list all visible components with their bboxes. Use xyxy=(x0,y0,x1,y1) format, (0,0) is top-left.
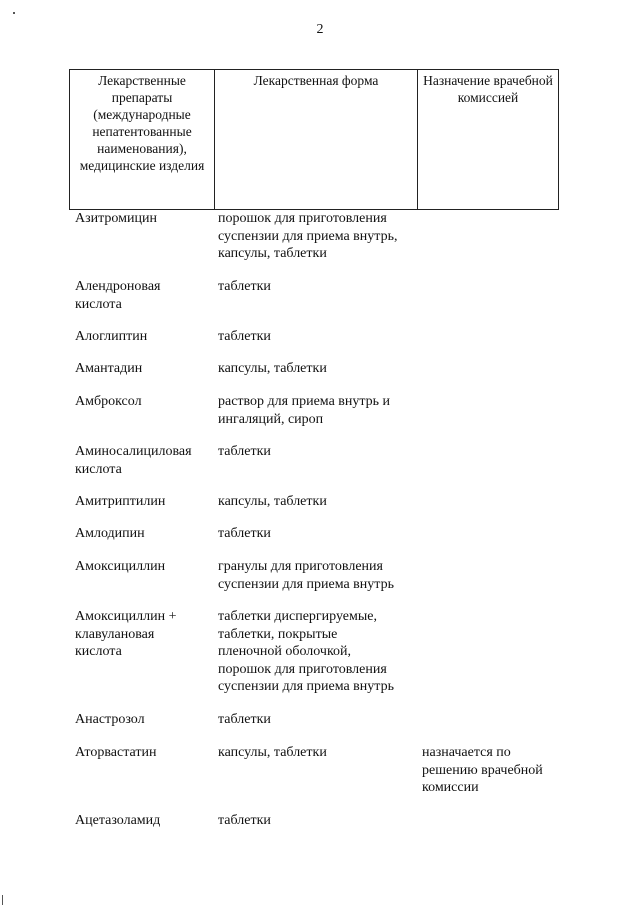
drug-name: Анастрозол xyxy=(75,712,145,727)
drug-name: Алендроновая кислота xyxy=(75,279,161,312)
dosage-form: таблетки диспергируемые, таблетки, покрытые пленочной оболочкой, порошок для приготовления суспензии для приема внутрь xyxy=(218,609,394,694)
dosage-form: таблетки xyxy=(218,329,271,344)
dosage-form: раствор для приема внутрь и ингаляций, сироп xyxy=(218,394,391,427)
scan-edge-mark xyxy=(2,895,3,905)
drug-name: Аторвастатин xyxy=(75,745,157,760)
dosage-form: капсулы, таблетки xyxy=(218,494,327,509)
drug-name: Амлодипин xyxy=(75,526,145,541)
drug-name: Амоксициллин + клавулановая кислота xyxy=(75,609,177,659)
drug-name: Аминосалициловая кислота xyxy=(75,444,192,477)
dosage-form: порошок для приготовления суспензии для приема внутрь, капсулы, таблетки xyxy=(218,211,398,261)
dosage-form: таблетки xyxy=(218,712,271,727)
header-drug-name: Лекарственные препараты (международные непатентованные наименования), медицинские изделия xyxy=(70,70,215,210)
page-number: 2 xyxy=(316,22,324,37)
commission-note: назначается по решению врачебной комиссии xyxy=(422,745,543,795)
dosage-form: капсулы, таблетки xyxy=(218,361,327,376)
drug-name: Амантадин xyxy=(75,361,143,376)
dosage-form: таблетки xyxy=(218,444,271,459)
dosage-form: таблетки xyxy=(218,813,271,828)
drug-name: Амброксол xyxy=(75,394,142,409)
table-header xyxy=(69,69,559,210)
drug-name: Ацетазоламид xyxy=(75,813,161,828)
dosage-form: таблетки xyxy=(218,279,271,294)
drug-name: Амитриптилин xyxy=(75,494,166,509)
scan-speck xyxy=(13,12,15,14)
dosage-form: гранулы для приготовления суспензии для приема внутрь xyxy=(218,559,394,592)
dosage-form: капсулы, таблетки xyxy=(218,745,327,760)
header-dosage-form: Лекарственная форма xyxy=(215,70,418,210)
dosage-form: таблетки xyxy=(218,526,271,541)
drug-name: Амоксициллин xyxy=(75,559,166,574)
drug-name: Азитромицин xyxy=(75,211,157,226)
drug-name: Алоглиптин xyxy=(75,329,148,344)
header-commission: Назначение врачебной комиссией xyxy=(418,70,559,210)
